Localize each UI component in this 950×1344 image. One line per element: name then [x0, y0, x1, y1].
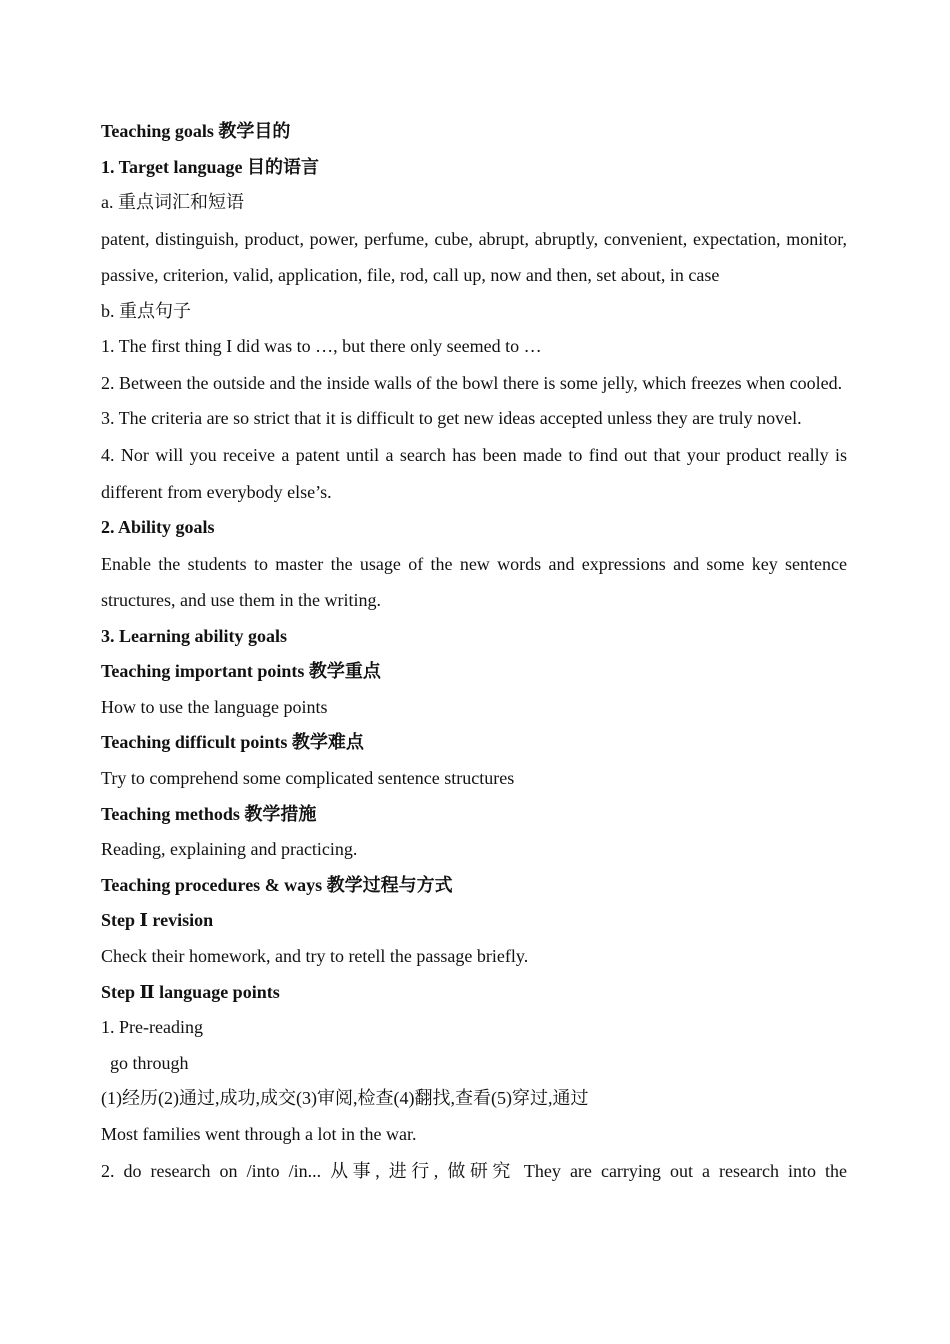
step-1-text: Check their homework, and try to retell the passage briefly.	[101, 946, 529, 966]
difficult-points-text: Try to comprehend some complicated sentence structures	[101, 768, 515, 789]
heading-teaching-goals: Teaching goals 教学目的	[101, 121, 291, 141]
teaching-methods-text: Reading, explaining and practicing.	[101, 839, 358, 860]
heading-ability-goals: 2. Ability goals	[101, 517, 215, 538]
phrase-go-through: go through	[110, 1052, 189, 1073]
key-sentence-1: 1. The first thing I did was to …, but there only seemed to …	[101, 336, 542, 357]
heading-target-language: 1. Target language 目的语言	[101, 156, 320, 177]
item-pre-reading: 1. Pre-reading	[101, 1017, 203, 1038]
subheading-key-vocabulary: a. 重点词汇和短语	[101, 192, 244, 213]
key-sentence-2: 2. Between the outside and the inside walls of the bowl there is some jelly, which freezes when cooled.	[101, 372, 843, 393]
heading-step-2: Step Ⅱ language points	[101, 981, 280, 1002]
heading-teaching-methods: Teaching methods 教学措施	[101, 803, 317, 824]
vocabulary-list: patent, distinguish, product, power, perfume, cube, abrupt, abruptly, convenient, expectation, monitor, passive, criterion, valid, application, file, rod, call up, now and then, set about, in case	[101, 228, 847, 286]
key-sentence-3: 3. The criteria are so strict that it is difficult to get new ideas accepted unless they are truly novel.	[101, 408, 802, 429]
ability-goals-text: Enable the students to master the usage of the new words and expressions and some key sentence structures, and use them in the writing.	[101, 553, 847, 611]
heading-teaching-procedures: Teaching procedures & ways 教学过程与方式	[101, 874, 453, 895]
key-sentence-4: 4. Nor will you receive a patent until a search has been made to find out that your product really is different from everybody else’s.	[101, 445, 847, 502]
heading-important-points: Teaching important points 教学重点	[101, 661, 381, 682]
subheading-key-sentences: b. 重点句子	[101, 300, 191, 321]
go-through-meanings: (1)经历(2)通过,成功,成交(3)审阅,检查(4)翻找,查看(5)穿过,通过	[101, 1088, 589, 1109]
document-page	[101, 114, 847, 1189]
item-do-research: 2. do research on /into /in... 从事, 进行, 做研究 They are carrying out a research into the	[101, 1160, 847, 1181]
heading-difficult-points: Teaching difficult points 教学难点	[101, 732, 364, 753]
heading-learning-ability-goals: 3. Learning ability goals	[101, 625, 288, 646]
go-through-example: Most families went through a lot in the war.	[101, 1123, 417, 1144]
important-points-text: How to use the language points	[101, 696, 328, 717]
heading-step-1: Step Ⅰ revision	[101, 910, 214, 931]
